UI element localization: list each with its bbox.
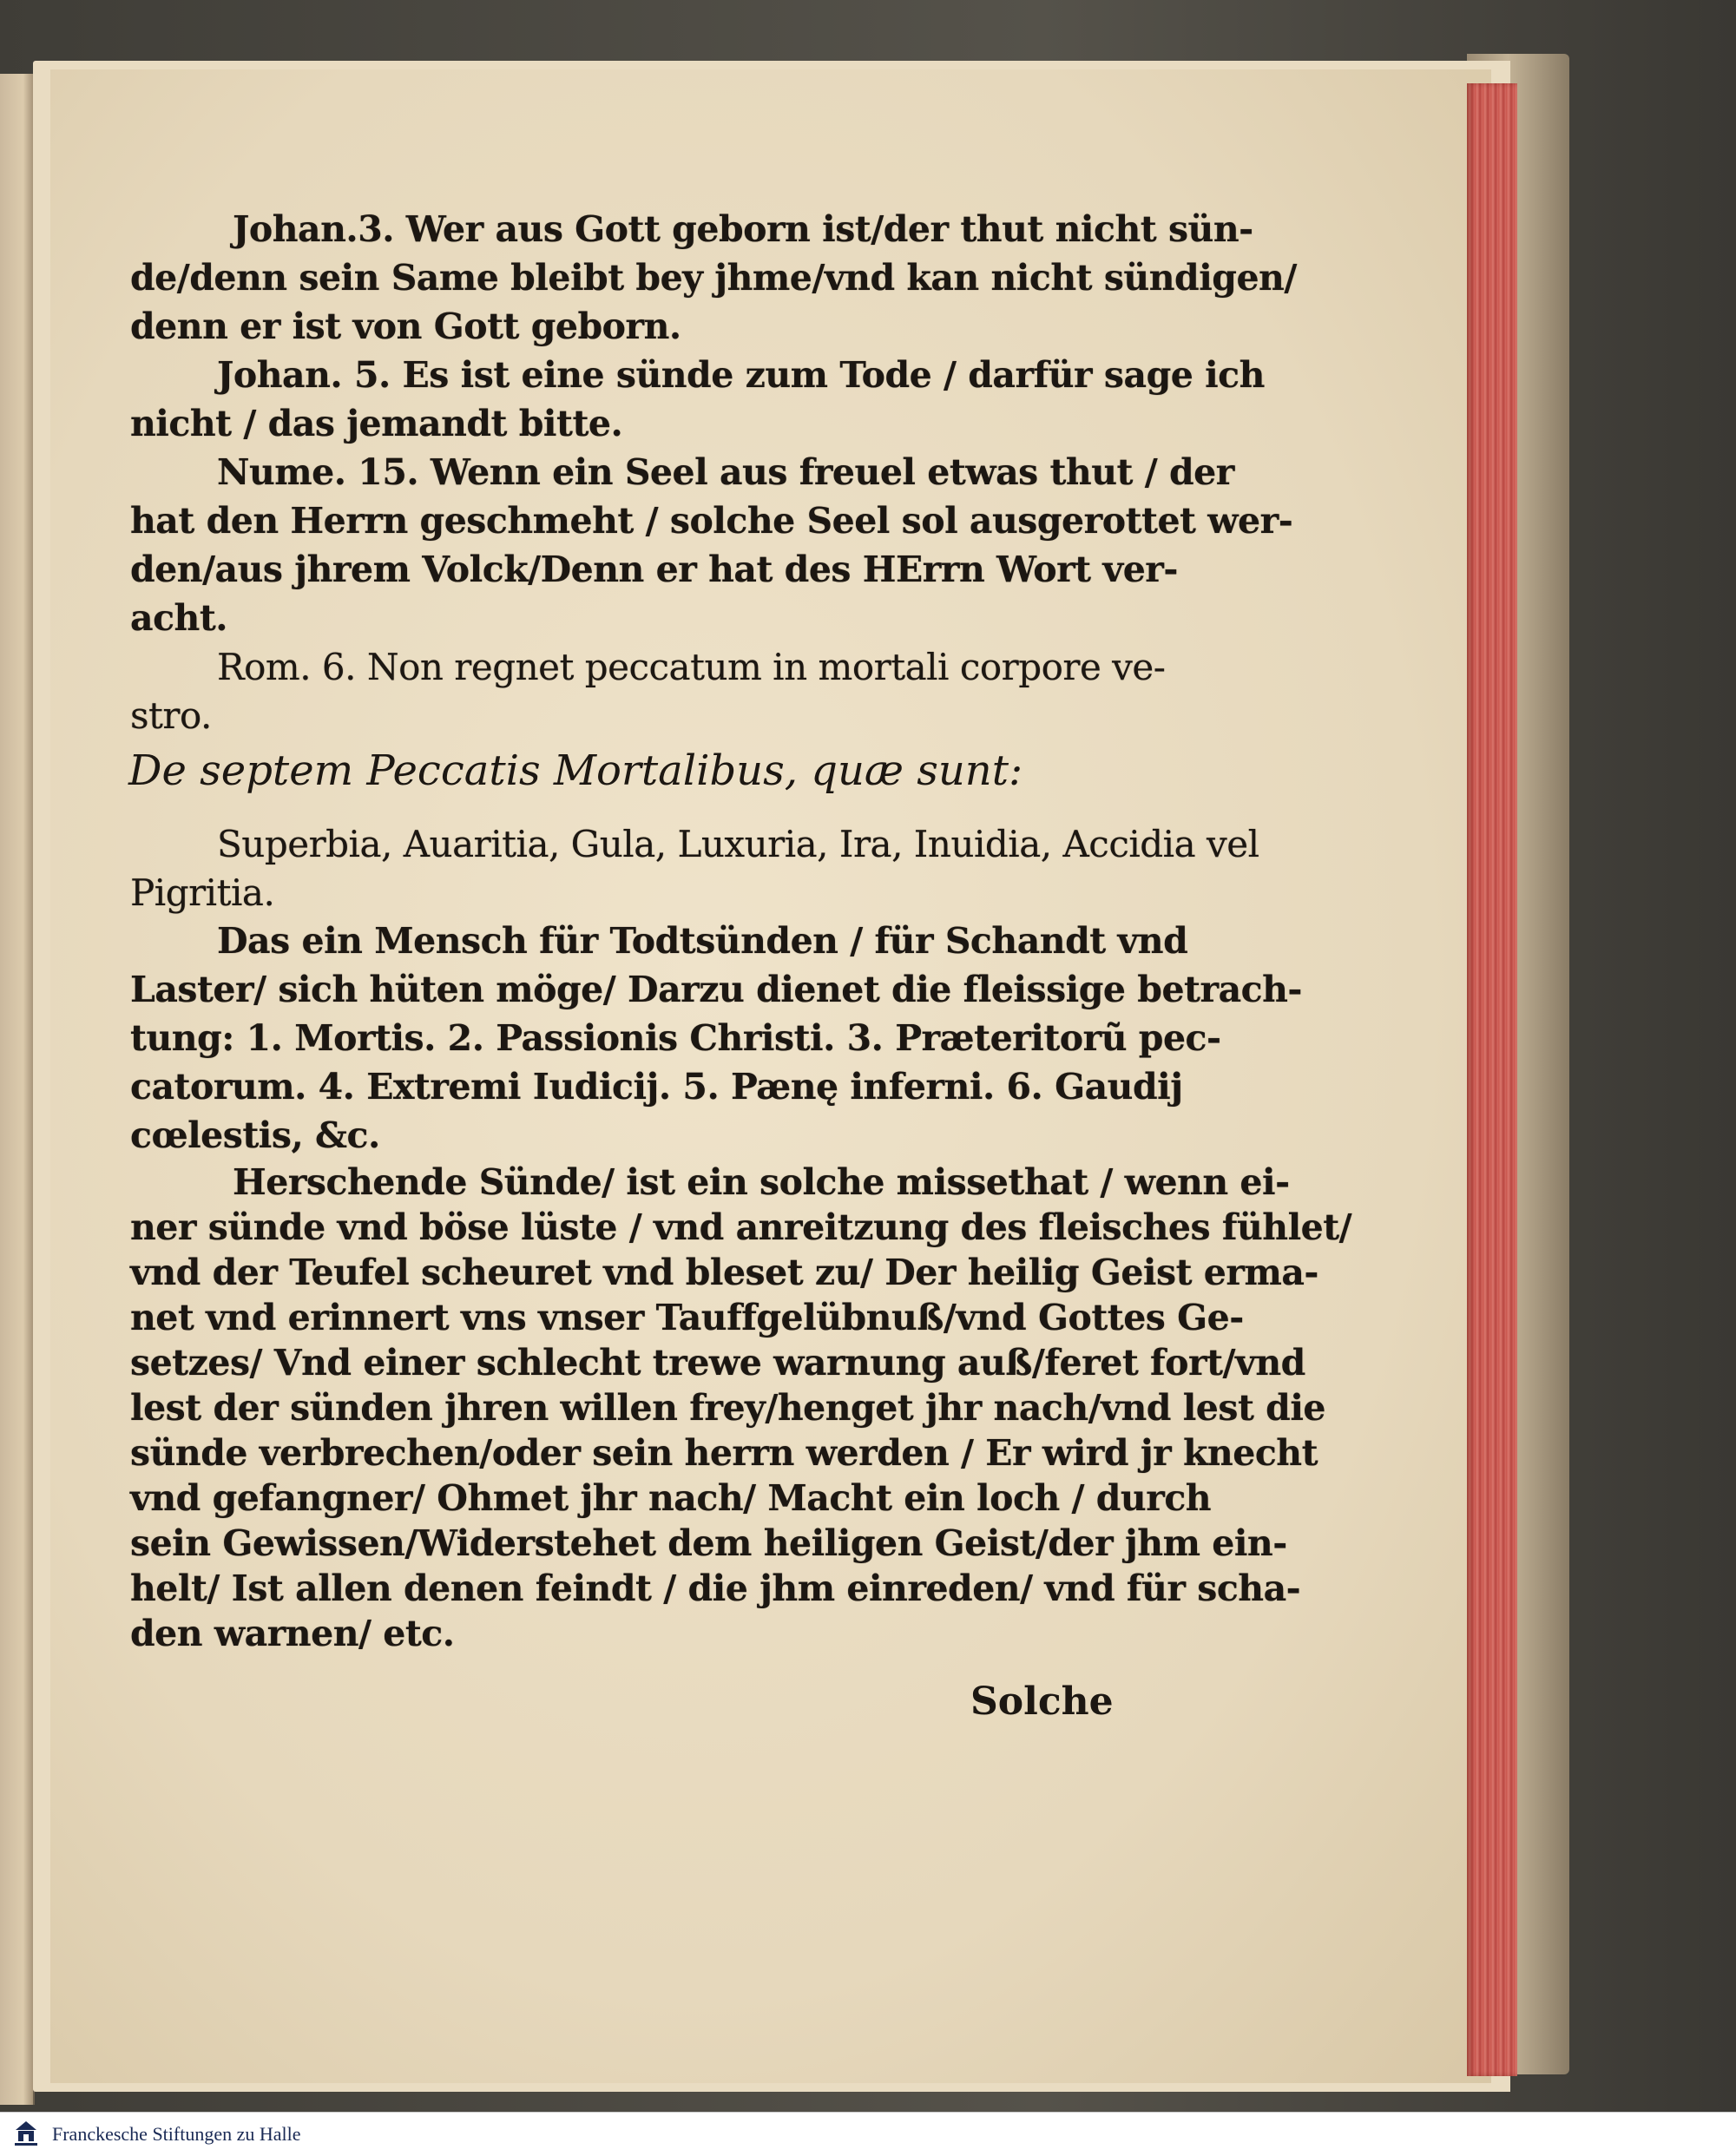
text-line: Laster/ sich hüten möge/ Darzu dienet die fleissige betrach- <box>130 969 1302 1010</box>
section-heading: De septem Peccatis Mortalibus, quæ sunt: <box>128 746 1023 795</box>
text-line: vnd der Teufel scheuret vnd bleset zu/ Der heilig Geist erma- <box>130 1252 1318 1293</box>
text-line: tung: 1. Mortis. 2. Passionis Christi. 3. Præteritorũ pec- <box>130 1017 1221 1059</box>
text-line: ner sünde vnd böse lüste / vnd anreitzung des fleisches fühlet/ <box>130 1206 1352 1248</box>
text-line: den/aus jhrem Volck/Denn er hat des HErrn Wort ver- <box>130 549 1178 590</box>
text-line: Superbia, Auaritia, Gula, Luxuria, Ira, Inuidia, Accidia vel <box>217 823 1259 865</box>
text-line: nicht / das jemandt bitte. <box>130 403 623 444</box>
text-line: Johan.3. Wer aus Gott geborn ist/der thut nicht sün- <box>233 208 1253 250</box>
red-page-edges <box>1467 83 1517 2076</box>
text-line: Herschende Sünde/ ist ein solche missethat / wenn ei- <box>233 1161 1290 1203</box>
institution-name: Franckesche Stiftungen zu Halle <box>52 2123 301 2145</box>
text-line: sünde verbrechen/oder sein herrn werden / Er wird jr knecht <box>130 1432 1318 1474</box>
institution-logo-icon <box>10 2118 42 2149</box>
text-line: setzes/ Vnd einer schlecht trewe warnung auß/feret fort/vnd <box>130 1342 1305 1384</box>
text-line: de/denn sein Same bleibt bey jhme/vnd kan nicht sündigen/ <box>130 257 1297 299</box>
text-line: cœlestis, &c. <box>130 1114 380 1156</box>
text-line: Das ein Mensch für Todtsünden / für Schandt vnd <box>217 920 1188 962</box>
text-line: Johan. 5. Es ist eine sünde zum Tode / darfür sage ich <box>217 354 1265 396</box>
catchword: Solche <box>970 1679 1114 1724</box>
text-line: hat den Herrn geschmeht / solche Seel sol ausgerottet wer- <box>130 500 1293 542</box>
text-line: Nume. 15. Wenn ein Seel aus freuel etwas thut / der <box>217 451 1234 493</box>
text-line: acht. <box>130 597 228 639</box>
text-line: stro. <box>130 694 212 737</box>
left-page-edge <box>0 74 35 2105</box>
text-line: den warnen/ etc. <box>130 1613 455 1654</box>
text-line: Pigritia. <box>130 871 275 914</box>
text-line: sein Gewissen/Widerstehet dem heiligen Geist/der jhm ein- <box>130 1522 1287 1564</box>
text-line: net vnd erinnert vns vnser Tauffgelübnuß/vnd Gottes Ge- <box>130 1297 1244 1338</box>
text-line: helt/ Ist allen denen feindt / die jhm einreden/ vnd für scha- <box>130 1568 1301 1609</box>
text-line: vnd gefangner/ Ohmet jhr nach/ Macht ein loch / durch <box>130 1477 1212 1519</box>
text-line: catorum. 4. Extremi Iudicij. 5. Pænę inferni. 6. Gaudij <box>130 1066 1183 1108</box>
viewer-footer <box>0 2112 1736 2156</box>
text-line: denn er ist von Gott geborn. <box>130 306 681 347</box>
text-line: Rom. 6. Non regnet peccatum in mortali corpore ve- <box>217 646 1166 688</box>
text-line: lest der sünden jhren willen frey/henget jhr nach/vnd lest die <box>130 1387 1326 1429</box>
